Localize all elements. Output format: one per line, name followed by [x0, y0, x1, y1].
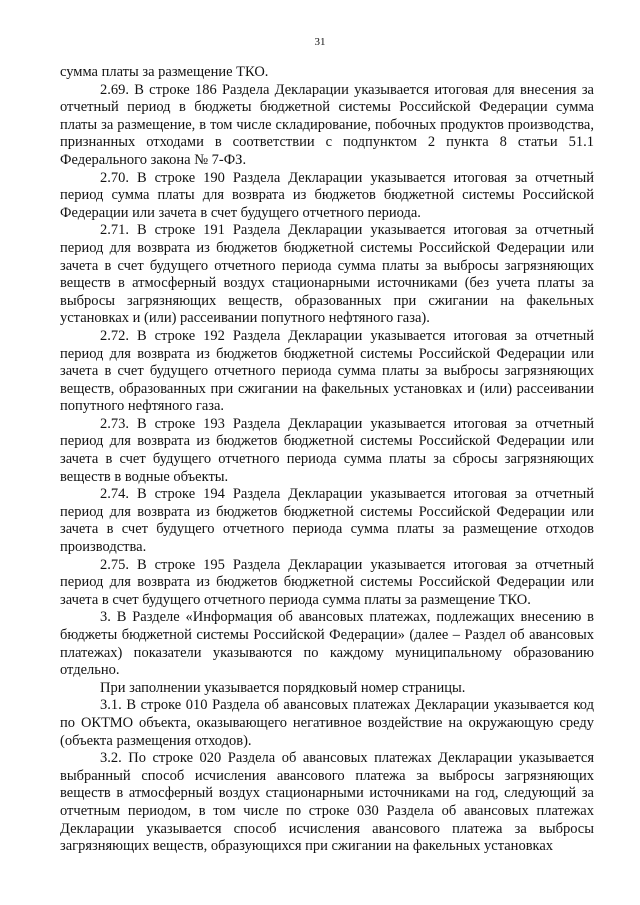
paragraph: 3.2. По строке 020 Раздела об авансовых платежах Декларации указывается выбранный способ исчисления авансового платежа за выбросы загрязняющих веществ в атмосферный воздух стационарными источниками на год, следующий за отчетным периодом, в том числе по строке 030 Раздела об авансовых платежах Декларации указывается способ исчисления авансового платежа за выбросы загрязняющих веществ, образующихся при сжигании на факельных установках [60, 750, 594, 855]
paragraph: 2.72. В строке 192 Раздела Декларации указывается итоговая за отчетный период для возврата из бюджетов бюджетной системы Российской Федерации или зачета в счет будущего отчетного периода сумма платы за выбросы загрязняющих веществ, образованных при сжигании на факельных установках и (или) рассеивании попутного нефтяного газа. [60, 327, 594, 415]
paragraph: При заполнении указывается порядковый номер страницы. [100, 679, 466, 696]
paragraph: 2.75. В строке 195 Раздела Декларации указывается итоговая за отчетный период для возврата из бюджетов бюджетной системы Российской Федерации или зачета в счет будущего отчетного периода сумма платы за размещение ТКО. [60, 556, 594, 608]
paragraph: 2.74. В строке 194 Раздела Декларации указывается итоговая за отчетный период для возврата из бюджетов бюджетной системы Российской Федерации или зачета в счет будущего отчетного периода сумма платы за размещение отходов производства. [60, 486, 594, 556]
paragraph: 3.1. В строке 010 Раздела об авансовых платежах Декларации указывается код по ОКТМО объекта, оказывающего негативное воздействие на окружающую среду (объекта размещения отходов). [60, 697, 594, 749]
paragraph: 3. В Разделе «Информация об авансовых платежах, подлежащих внесению в бюджеты бюджетной системы Российской Федерации» (далее – Раздел об авансовых платежах) показатели указываются по каждому муниципальному образованию отдельно. [60, 609, 594, 679]
document-body [60, 64, 594, 856]
paragraph: 2.70. В строке 190 Раздела Декларации указывается итоговая за отчетный период сумма платы для возврата из бюджетов бюджетной системы Российской Федерации или зачета в счет будущего отчетного периода. [60, 169, 594, 221]
page-number: 31 [314, 36, 326, 48]
paragraph: 2.69. В строке 186 Раздела Декларации указывается итоговая для внесения за отчетный период в бюджеты бюджетной системы Российской Федерации сумма платы за размещение, в том числе складирование, побочных продуктов производства, признанных отходами в соответствии с подпунктом 2 пункта 8 статьи 51.1 Федерального закона № 7-ФЗ. [60, 81, 594, 168]
paragraph: 2.73. В строке 193 Раздела Декларации указывается итоговая за отчетный период для возврата из бюджетов бюджетной системы Российской Федерации или зачета в счет будущего отчетного периода сумма платы за сбросы загрязняющих веществ в водные объекты. [60, 415, 594, 485]
paragraph: 2.71. В строке 191 Раздела Декларации указывается итоговая за отчетный период для возврата из бюджетов бюджетной системы Российской Федерации или зачета в счет будущего отчетного периода сумма платы за выбросы загрязняющих веществ в атмосферный воздух стационарными источниками (без учета платы за выбросы загрязняющих веществ, образованных при сжигании на факельных установках и (или) рассеивании попутного нефтяного газа). [60, 222, 594, 327]
paragraph: сумма платы за размещение ТКО. [60, 64, 269, 80]
